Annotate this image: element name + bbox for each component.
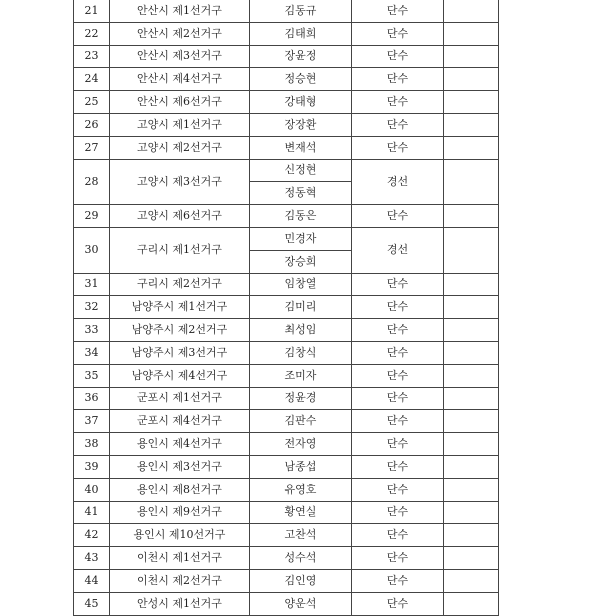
candidate-cell: 변재석 <box>250 136 352 159</box>
nomination-type-cell: 단수 <box>352 547 444 570</box>
candidate-cell: 신정현 <box>250 159 352 182</box>
district-cell: 고양시 제3선거구 <box>110 159 250 205</box>
candidate-cell: 정윤경 <box>250 387 352 410</box>
table-row <box>74 0 499 22</box>
row-number: 22 <box>74 22 110 45</box>
candidate-cell: 김창식 <box>250 341 352 364</box>
district-cell: 용인시 제8선거구 <box>110 478 250 501</box>
row-number: 41 <box>74 501 110 524</box>
candidate-cell: 장윤정 <box>250 45 352 68</box>
nomination-type-cell: 단수 <box>352 45 444 68</box>
table-row <box>74 319 499 342</box>
row-number: 29 <box>74 205 110 228</box>
candidate-cell: 양운석 <box>250 592 352 615</box>
nomination-type-cell: 단수 <box>352 433 444 456</box>
note-cell <box>444 113 499 136</box>
nomination-type-cell: 단수 <box>352 273 444 296</box>
district-cell: 남양주시 제1선거구 <box>110 296 250 319</box>
nomination-type-cell: 단수 <box>352 364 444 387</box>
district-cell: 안산시 제4선거구 <box>110 68 250 91</box>
candidate-cell: 김태희 <box>250 22 352 45</box>
row-number: 26 <box>74 113 110 136</box>
candidate-cell: 조미자 <box>250 364 352 387</box>
note-cell <box>444 592 499 615</box>
row-number: 34 <box>74 341 110 364</box>
candidate-cell: 김동규 <box>250 0 352 22</box>
district-cell: 용인시 제4선거구 <box>110 433 250 456</box>
note-cell <box>444 410 499 433</box>
candidate-cell: 정승현 <box>250 68 352 91</box>
table-row <box>74 159 499 182</box>
candidate-cell: 김동은 <box>250 205 352 228</box>
row-number: 23 <box>74 45 110 68</box>
row-number: 36 <box>74 387 110 410</box>
candidate-cell: 유영호 <box>250 478 352 501</box>
table-body <box>74 0 499 615</box>
candidate-cell: 민경자 <box>250 227 352 250</box>
table-row <box>74 341 499 364</box>
row-number: 28 <box>74 159 110 205</box>
district-cell: 군포시 제1선거구 <box>110 387 250 410</box>
note-cell <box>444 273 499 296</box>
row-number: 43 <box>74 547 110 570</box>
district-cell: 고양시 제6선거구 <box>110 205 250 228</box>
table-row <box>74 478 499 501</box>
nomination-type-cell: 단수 <box>352 68 444 91</box>
table-row <box>74 273 499 296</box>
note-cell <box>444 205 499 228</box>
table-row <box>74 113 499 136</box>
row-number: 35 <box>74 364 110 387</box>
district-cell: 군포시 제4선거구 <box>110 410 250 433</box>
candidate-cell: 장승희 <box>250 250 352 273</box>
table-row <box>74 547 499 570</box>
nomination-type-cell: 단수 <box>352 501 444 524</box>
nomination-type-cell: 단수 <box>352 0 444 22</box>
district-cell: 용인시 제9선거구 <box>110 501 250 524</box>
row-number: 31 <box>74 273 110 296</box>
candidate-cell: 김판수 <box>250 410 352 433</box>
row-number: 32 <box>74 296 110 319</box>
note-cell <box>444 501 499 524</box>
district-cell: 구리시 제1선거구 <box>110 227 250 273</box>
note-cell <box>444 91 499 114</box>
note-cell <box>444 0 499 22</box>
district-cell: 고양시 제1선거구 <box>110 113 250 136</box>
district-cell: 안산시 제3선거구 <box>110 45 250 68</box>
candidate-cell: 장장환 <box>250 113 352 136</box>
note-cell <box>444 45 499 68</box>
nomination-type-cell: 단수 <box>352 319 444 342</box>
table-row <box>74 205 499 228</box>
nomination-type-cell: 단수 <box>352 455 444 478</box>
note-cell <box>444 296 499 319</box>
table-row <box>74 387 499 410</box>
district-cell: 남양주시 제2선거구 <box>110 319 250 342</box>
note-cell <box>444 68 499 91</box>
row-number: 25 <box>74 91 110 114</box>
note-cell <box>444 524 499 547</box>
nomination-type-cell: 단수 <box>352 341 444 364</box>
nomination-table <box>73 0 499 616</box>
table-row <box>74 410 499 433</box>
table-row <box>74 22 499 45</box>
nomination-type-cell: 단수 <box>352 113 444 136</box>
row-number: 21 <box>74 0 110 22</box>
nomination-type-cell: 단수 <box>352 592 444 615</box>
nomination-type-cell: 단수 <box>352 478 444 501</box>
candidate-cell: 임창열 <box>250 273 352 296</box>
nomination-type-cell: 단수 <box>352 22 444 45</box>
candidate-cell: 강태형 <box>250 91 352 114</box>
district-cell: 용인시 제10선거구 <box>110 524 250 547</box>
nomination-type-cell: 단수 <box>352 524 444 547</box>
district-cell: 남양주시 제4선거구 <box>110 364 250 387</box>
candidate-cell: 전자영 <box>250 433 352 456</box>
district-cell: 안산시 제2선거구 <box>110 22 250 45</box>
table-row <box>74 45 499 68</box>
table-row <box>74 524 499 547</box>
nomination-type-cell: 경선 <box>352 227 444 273</box>
candidate-cell: 남종섭 <box>250 455 352 478</box>
nomination-type-cell: 단수 <box>352 569 444 592</box>
table-row <box>74 227 499 250</box>
row-number: 40 <box>74 478 110 501</box>
table-row <box>74 136 499 159</box>
note-cell <box>444 227 499 273</box>
table-row <box>74 364 499 387</box>
district-cell: 안산시 제6선거구 <box>110 91 250 114</box>
candidate-cell: 김인영 <box>250 569 352 592</box>
row-number: 24 <box>74 68 110 91</box>
note-cell <box>444 478 499 501</box>
row-number: 44 <box>74 569 110 592</box>
note-cell <box>444 341 499 364</box>
note-cell <box>444 364 499 387</box>
row-number: 30 <box>74 227 110 273</box>
row-number: 37 <box>74 410 110 433</box>
district-cell: 이천시 제1선거구 <box>110 547 250 570</box>
note-cell <box>444 159 499 205</box>
row-number: 38 <box>74 433 110 456</box>
candidate-cell: 김미리 <box>250 296 352 319</box>
note-cell <box>444 433 499 456</box>
note-cell <box>444 569 499 592</box>
nomination-type-cell: 단수 <box>352 136 444 159</box>
table-row <box>74 501 499 524</box>
note-cell <box>444 319 499 342</box>
note-cell <box>444 136 499 159</box>
district-cell: 구리시 제2선거구 <box>110 273 250 296</box>
candidate-cell: 성수석 <box>250 547 352 570</box>
note-cell <box>444 22 499 45</box>
note-cell <box>444 547 499 570</box>
table-row <box>74 91 499 114</box>
candidate-cell: 정동혁 <box>250 182 352 205</box>
note-cell <box>444 387 499 410</box>
row-number: 27 <box>74 136 110 159</box>
candidate-cell: 황연실 <box>250 501 352 524</box>
candidate-cell: 최성임 <box>250 319 352 342</box>
table-row <box>74 569 499 592</box>
row-number: 42 <box>74 524 110 547</box>
district-cell: 남양주시 제3선거구 <box>110 341 250 364</box>
district-cell: 안산시 제1선거구 <box>110 0 250 22</box>
table-row <box>74 296 499 319</box>
candidate-cell: 고찬석 <box>250 524 352 547</box>
nomination-type-cell: 단수 <box>352 205 444 228</box>
table-row <box>74 433 499 456</box>
district-cell: 안성시 제1선거구 <box>110 592 250 615</box>
nomination-type-cell: 단수 <box>352 387 444 410</box>
note-cell <box>444 455 499 478</box>
district-cell: 고양시 제2선거구 <box>110 136 250 159</box>
row-number: 45 <box>74 592 110 615</box>
district-cell: 이천시 제2선거구 <box>110 569 250 592</box>
row-number: 33 <box>74 319 110 342</box>
table-row <box>74 455 499 478</box>
row-number: 39 <box>74 455 110 478</box>
table-row <box>74 592 499 615</box>
nomination-type-cell: 단수 <box>352 296 444 319</box>
nomination-type-cell: 단수 <box>352 91 444 114</box>
nomination-type-cell: 경선 <box>352 159 444 205</box>
district-cell: 용인시 제3선거구 <box>110 455 250 478</box>
nomination-type-cell: 단수 <box>352 410 444 433</box>
table-row <box>74 68 499 91</box>
